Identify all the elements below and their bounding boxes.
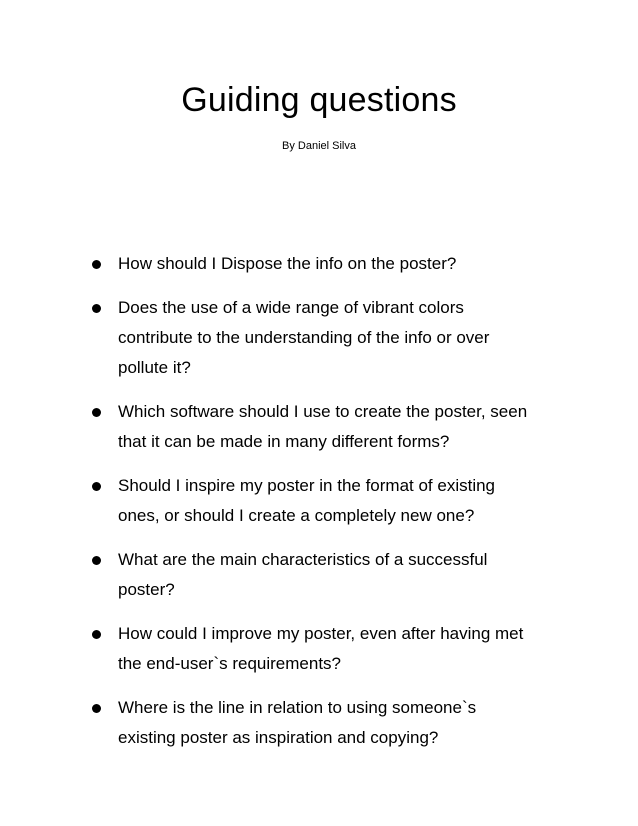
question-text: Which software should I use to create the poster, seen that it can be made in many different forms? bbox=[118, 402, 528, 451]
author-byline: By Daniel Silva bbox=[282, 140, 356, 152]
bullet-icon bbox=[92, 304, 101, 313]
question-list bbox=[0, 249, 638, 767]
bullet-icon bbox=[92, 260, 101, 269]
list-item bbox=[0, 249, 538, 279]
question-text: What are the main characteristics of a successful poster? bbox=[118, 550, 488, 599]
question-text: Does the use of a wide range of vibrant colors contribute to the understanding of the info or over pollute it? bbox=[118, 298, 490, 377]
question-text: Where is the line in relation to using someone`s existing poster as inspiration and copying? bbox=[118, 698, 477, 747]
bullet-icon bbox=[92, 630, 101, 639]
list-item bbox=[0, 293, 538, 383]
list-item bbox=[0, 397, 538, 457]
list-item bbox=[0, 471, 538, 531]
bullet-icon bbox=[92, 482, 101, 491]
bullet-icon bbox=[92, 704, 101, 713]
bullet-icon bbox=[92, 556, 101, 565]
page-title: Guiding questions bbox=[181, 81, 457, 119]
list-item bbox=[0, 545, 538, 605]
question-text: Should I inspire my poster in the format of existing ones, or should I create a completely new one? bbox=[118, 476, 496, 525]
question-text: How could I improve my poster, even after having met the end-user`s requirements? bbox=[118, 624, 524, 673]
list-item bbox=[0, 693, 538, 753]
question-text: How should I Dispose the info on the poster? bbox=[118, 254, 457, 273]
bullet-icon bbox=[92, 408, 101, 417]
list-item bbox=[0, 619, 538, 679]
